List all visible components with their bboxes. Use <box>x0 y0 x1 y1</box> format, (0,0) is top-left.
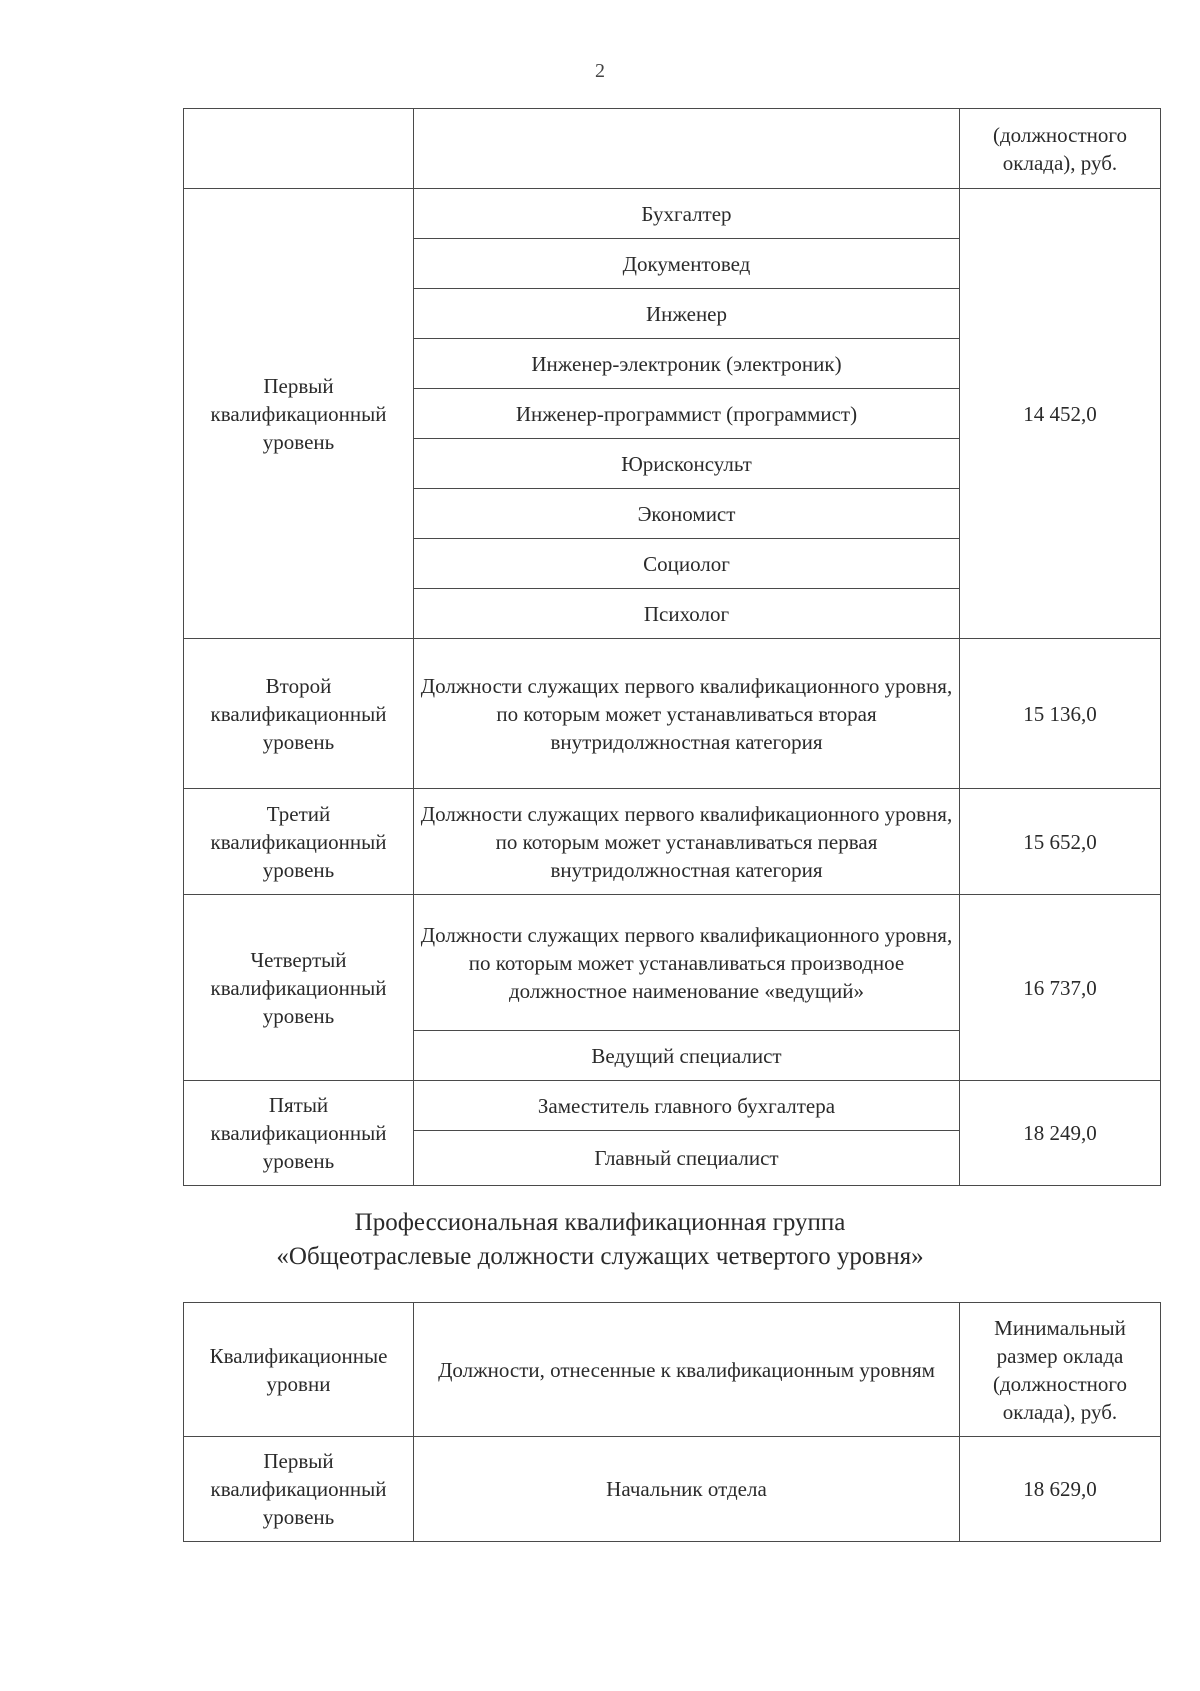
position-cell: Юрисконсульт <box>414 439 960 489</box>
table-row <box>184 789 1161 895</box>
page-number: 2 <box>595 60 605 82</box>
salary-cell: 18 249,0 <box>960 1081 1161 1186</box>
level-cell: Первый квалификационный уровень <box>184 1437 414 1542</box>
position-cell: Документовед <box>414 239 960 289</box>
position-cell: Бухгалтер <box>414 189 960 239</box>
position-cell: Инженер <box>414 289 960 339</box>
header-cell-salary: Минимальный размер оклада (должностного оклада), руб. <box>960 1303 1161 1437</box>
position-cell: Экономист <box>414 489 960 539</box>
salary-cell: 15 652,0 <box>960 789 1161 895</box>
salary-cell: 18 629,0 <box>960 1437 1161 1542</box>
table-row <box>184 639 1161 789</box>
qualification-table-2 <box>183 1302 1161 1542</box>
header-cell-level: Квалификационные уровни <box>184 1303 414 1437</box>
salary-cell: 14 452,0 <box>960 189 1161 639</box>
table-header-row <box>184 1303 1161 1437</box>
header-cell-positions: Должности, отнесенные к квалификационным уровням <box>414 1303 960 1437</box>
level-cell: Пятый квалификационный уровень <box>184 1081 414 1186</box>
table-row <box>184 1081 1161 1131</box>
level-cell: Первый квалификационный уровень <box>184 189 414 639</box>
position-cell: Должности служащих первого квалификационного уровня, по которым может устанавливаться вторая внутридолжностная категория <box>414 639 960 789</box>
position-cell: Должности служащих первого квалификационного уровня, по которым может устанавливаться производное должностное наименование «ведущий» <box>414 895 960 1031</box>
position-cell: Психолог <box>414 589 960 639</box>
position-cell: Начальник отдела <box>414 1437 960 1542</box>
position-cell: Инженер-электроник (электроник) <box>414 339 960 389</box>
position-cell: Должности служащих первого квалификационного уровня, по которым может устанавливаться первая внутридолжностная категория <box>414 789 960 895</box>
table-header-row <box>184 109 1161 189</box>
table-row <box>184 1437 1161 1542</box>
header-cell-salary: (должностного оклада), руб. <box>960 109 1161 189</box>
position-cell: Заместитель главного бухгалтера <box>414 1081 960 1131</box>
position-cell: Социолог <box>414 539 960 589</box>
table-row <box>184 895 1161 1031</box>
salary-cell: 16 737,0 <box>960 895 1161 1081</box>
level-cell: Третий квалификационный уровень <box>184 789 414 895</box>
position-cell: Главный специалист <box>414 1131 960 1186</box>
level-cell: Четвертый квалификационный уровень <box>184 895 414 1081</box>
table-row <box>184 189 1161 239</box>
header-cell-level <box>184 109 414 189</box>
qualification-table-1 <box>183 108 1161 1186</box>
level-cell: Второй квалификационный уровень <box>184 639 414 789</box>
position-cell: Ведущий специалист <box>414 1031 960 1081</box>
salary-cell: 15 136,0 <box>960 639 1161 789</box>
group-heading <box>0 1206 1200 1274</box>
header-cell-positions <box>414 109 960 189</box>
position-cell: Инженер-программист (программист) <box>414 389 960 439</box>
group-heading-line1: Профессиональная квалификационная группа <box>354 1209 846 1236</box>
group-heading-line2: «Общеотраслевые должности служащих четвертого уровня» <box>276 1243 924 1270</box>
